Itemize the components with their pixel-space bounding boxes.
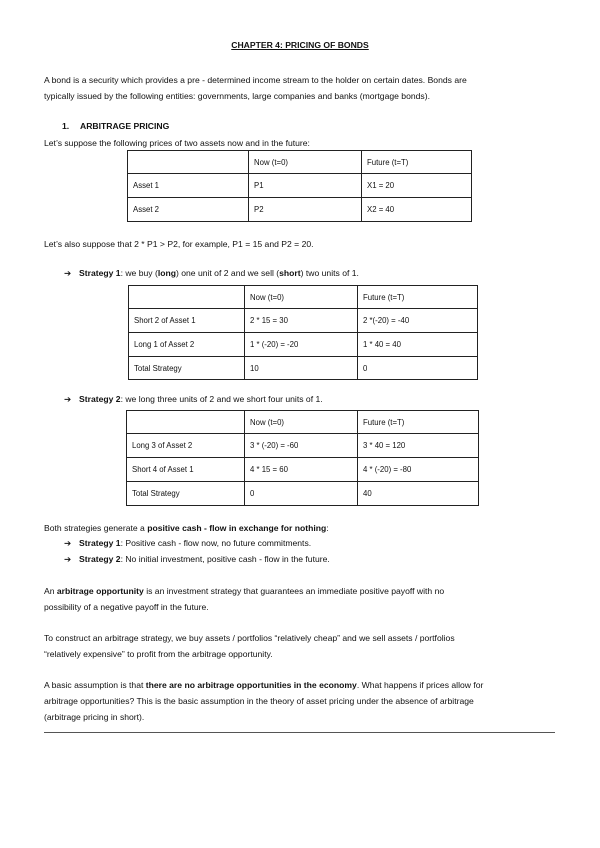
both-emphasis: positive cash - flow in exchange for nothing: [147, 523, 327, 533]
table-cell: X2 = 40: [362, 198, 472, 222]
strategy-2-text: : we long three units of 2 and we short four units of 1.: [120, 394, 323, 404]
table-cell: 40: [358, 482, 479, 506]
table-row: [127, 482, 479, 506]
strategy-1-label: Strategy 1: [79, 268, 121, 278]
table-cell: 2 *(-20) = -40: [358, 309, 478, 333]
assumption-line-1: [44, 677, 557, 693]
bullet-text: : No initial investment, positive cash - flow in the future.: [120, 554, 330, 564]
table-row: [128, 198, 472, 222]
intro-paragraph: [44, 72, 557, 104]
table-header-row: [128, 151, 472, 174]
table-header-row: [127, 411, 479, 434]
arbitrage-text: is an investment strategy that guarantees an immediate positive payoff with no: [143, 586, 445, 596]
table-row: [128, 174, 472, 198]
table-cell: Total Strategy: [129, 357, 245, 380]
table-cell: Long 1 of Asset 2: [129, 333, 245, 357]
table-cell: 0: [245, 482, 358, 506]
table-cell: 2 * 15 = 30: [245, 309, 358, 333]
section-number: 1.: [62, 121, 70, 131]
table-cell: Future (t=T): [358, 286, 478, 309]
table-cell: [128, 151, 249, 174]
table-cell: 1 * (-20) = -20: [245, 333, 358, 357]
strategy-1-line: [64, 268, 359, 279]
table-cell: P2: [249, 198, 362, 222]
table-cell: Now (t=0): [249, 151, 362, 174]
table-cell: [129, 286, 245, 309]
arbitrage-text: An: [44, 586, 57, 596]
bullet-label: Strategy 1: [79, 538, 121, 548]
horizontal-divider: [44, 732, 555, 733]
table-cell: Future (t=T): [362, 151, 472, 174]
table-cell: Asset 1: [128, 174, 249, 198]
strategy-2-line: [64, 394, 323, 405]
table-cell: Short 4 of Asset 1: [127, 458, 245, 482]
short-term: short: [279, 268, 301, 278]
assumption-line-2: arbitrage opportunities? This is the basic assumption in the theory of asset pricing under the absence of arbitrage: [44, 696, 474, 706]
table-cell: 10: [245, 357, 358, 380]
table-cell: Short 2 of Asset 1: [129, 309, 245, 333]
arbitrage-definition-paragraph: [44, 583, 557, 615]
strategy-2-label: Strategy 2: [79, 394, 121, 404]
assumption-line-3: (arbitrage pricing in short).: [44, 712, 145, 722]
suppose-text-2: Let’s also suppose that 2 * P1 > P2, for example, P1 = 15 and P2 = 20.: [44, 239, 314, 249]
table-cell: Long 3 of Asset 2: [127, 434, 245, 458]
table-cell: Now (t=0): [245, 286, 358, 309]
page-title: CHAPTER 4: PRICING OF BONDS: [231, 40, 369, 50]
section-title: ARBITRAGE PRICING: [80, 121, 170, 131]
table-cell: Future (t=T): [358, 411, 479, 434]
strategy-1-text: ) two units of 1.: [300, 268, 359, 278]
table-cell: 3 * (-20) = -60: [245, 434, 358, 458]
arrow-icon: ➔: [64, 268, 72, 278]
bullet-text: : Positive cash - flow now, no future commitments.: [120, 538, 312, 548]
table-row: [127, 434, 479, 458]
table-cell: 4 * (-20) = -80: [358, 458, 479, 482]
assumption-paragraph: [44, 677, 557, 725]
construct-line-1: To construct an arbitrage strategy, we buy assets / portfolios “relatively cheap” and we sell assets / portfolios: [44, 633, 455, 643]
table-header-row: [129, 286, 478, 309]
intro-line-2: typically issued by the following entities: governments, large companies and banks (mortgage bonds).: [44, 91, 430, 101]
construct-line-2: “relatively expensive” to profit from the arbitrage opportunity.: [44, 649, 273, 659]
table-row: [129, 333, 478, 357]
table-cell: Asset 2: [128, 198, 249, 222]
both-text: Both strategies generate a: [44, 523, 148, 533]
strategy-1-text: ) one unit of 2 and we sell (: [175, 268, 280, 278]
table-row: [127, 458, 479, 482]
asset-price-table: [127, 150, 472, 222]
arbitrage-line-2: possibility of a negative payoff in the future.: [44, 602, 209, 612]
intro-line-1: A bond is a security which provides a pre - determined income stream to the holder on certain dates. Bonds are: [44, 75, 467, 85]
both-strategies-text: [44, 520, 557, 536]
section-heading: [62, 121, 169, 131]
arrow-icon: ➔: [64, 554, 72, 564]
strategy-1-table: [128, 285, 478, 380]
table-cell: 3 * 40 = 120: [358, 434, 479, 458]
table-cell: [127, 411, 245, 434]
arrow-icon: ➔: [64, 394, 72, 404]
table-cell: 0: [358, 357, 478, 380]
both-text: :: [326, 523, 329, 533]
list-item: [64, 551, 330, 567]
long-term: long: [157, 268, 176, 278]
table-cell: 4 * 15 = 60: [245, 458, 358, 482]
table-row: [129, 357, 478, 380]
arbitrage-line-1: [44, 583, 557, 599]
table-cell: 1 * 40 = 40: [358, 333, 478, 357]
assumption-emphasis: there are no arbitrage opportunities in the economy: [145, 680, 357, 690]
strategy-summary-list: [64, 535, 330, 567]
construct-paragraph: [44, 630, 557, 662]
assumption-text: A basic assumption is that: [44, 680, 146, 690]
table-cell: P1: [249, 174, 362, 198]
bullet-label: Strategy 2: [79, 554, 121, 564]
list-item: [64, 535, 330, 551]
table-cell: Total Strategy: [127, 482, 245, 506]
suppose-text-1: Let’s suppose the following prices of two assets now and in the future:: [44, 138, 310, 148]
table-row: [129, 309, 478, 333]
arbitrage-term: arbitrage opportunity: [56, 586, 144, 596]
table-cell: Now (t=0): [245, 411, 358, 434]
strategy-2-table: [126, 410, 479, 506]
arrow-icon: ➔: [64, 538, 72, 548]
strategy-1-text: : we buy (: [120, 268, 158, 278]
table-cell: X1 = 20: [362, 174, 472, 198]
assumption-text: . What happens if prices allow for: [356, 680, 484, 690]
